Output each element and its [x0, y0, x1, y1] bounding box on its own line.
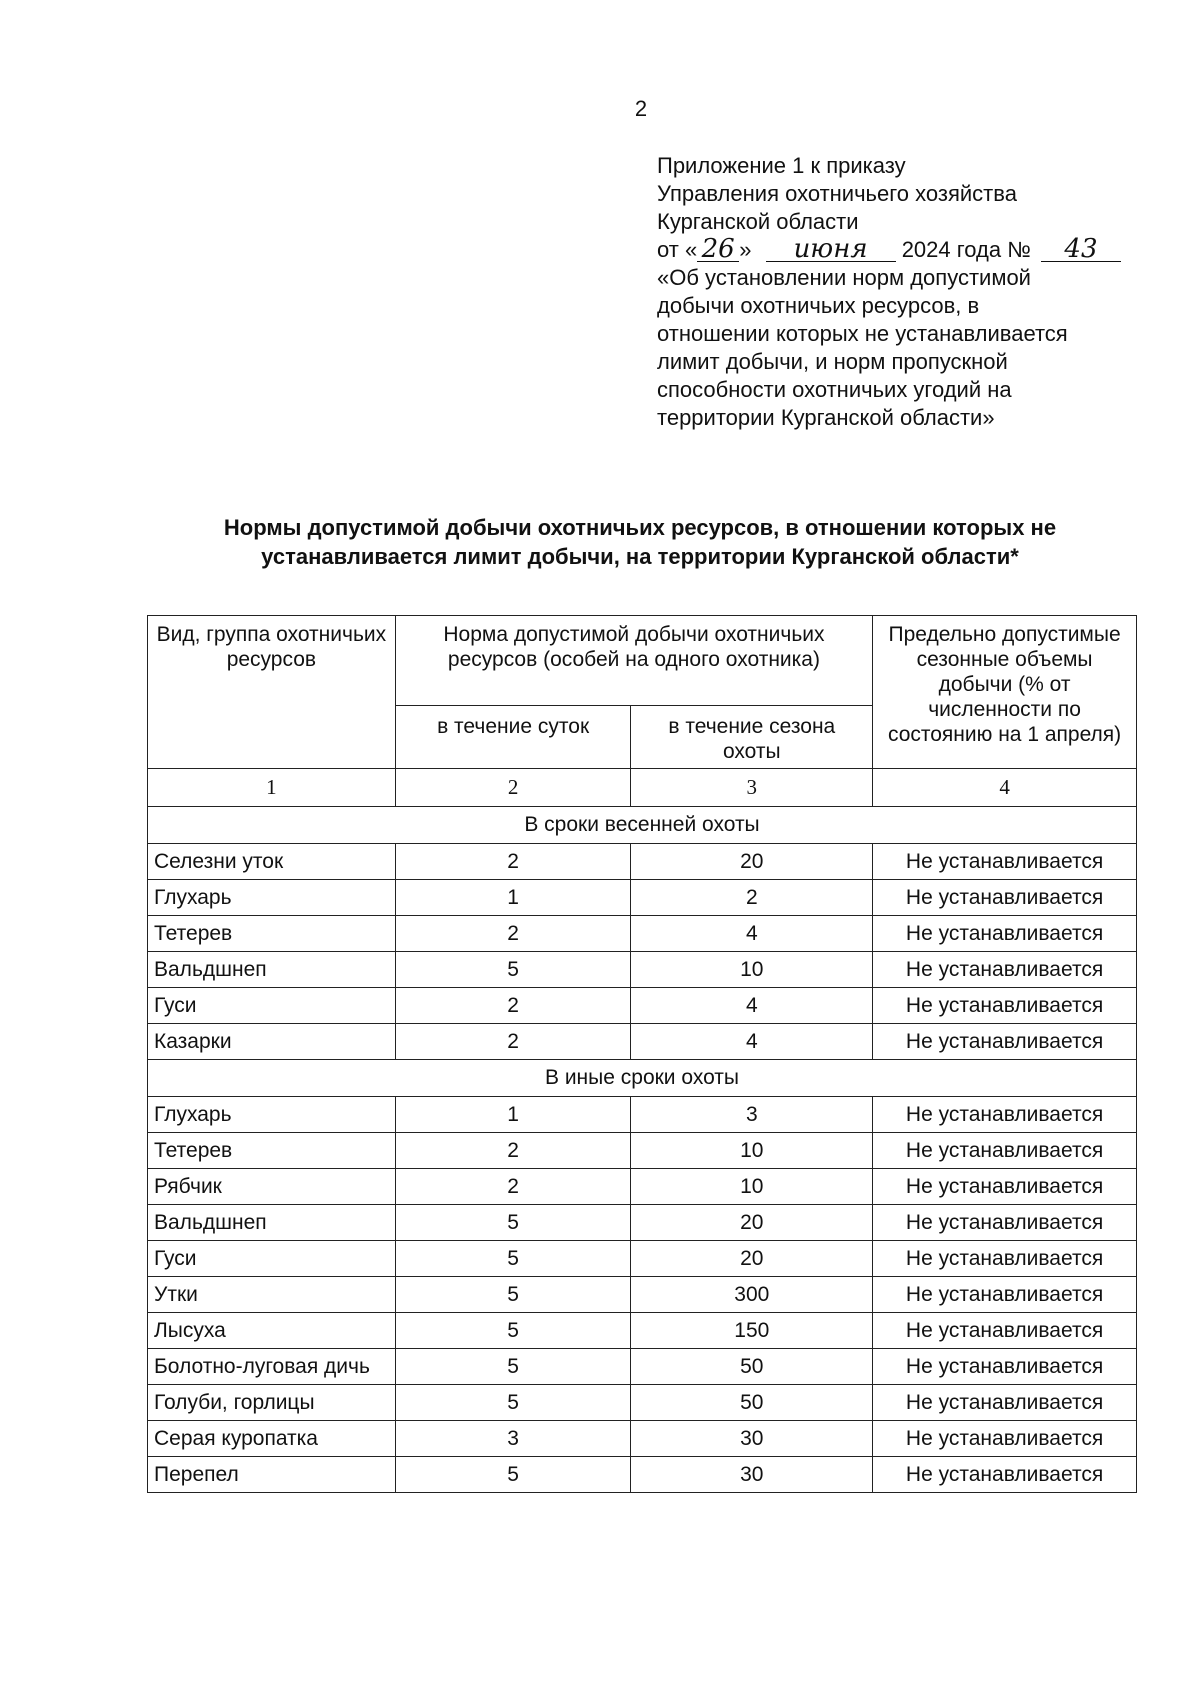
column-index: 3 [631, 769, 873, 807]
table-row [148, 1277, 1137, 1313]
cell-resource: Казарки [148, 1024, 396, 1060]
cell-per-day: 5 [395, 1277, 631, 1313]
appendix-block [657, 152, 1121, 432]
table-row [148, 1349, 1137, 1385]
cell-per-season: 300 [631, 1277, 873, 1313]
table-row [148, 1169, 1137, 1205]
table-row [148, 1205, 1137, 1241]
cell-per-season: 3 [631, 1097, 873, 1133]
cell-limit: Не устанавливается [873, 1169, 1137, 1205]
appendix-date-line [657, 236, 1121, 264]
cell-resource: Глухарь [148, 880, 396, 916]
cell-per-season: 10 [631, 952, 873, 988]
date-mid: » [739, 237, 752, 262]
table-row [148, 988, 1137, 1024]
cell-limit: Не устанавливается [873, 1313, 1137, 1349]
cell-per-season: 50 [631, 1349, 873, 1385]
cell-per-season: 4 [631, 916, 873, 952]
appendix-line: территории Курганской области» [657, 405, 995, 430]
cell-per-day: 5 [395, 1241, 631, 1277]
table-row [148, 952, 1137, 988]
cell-per-season: 50 [631, 1385, 873, 1421]
cell-resource: Перепел [148, 1457, 396, 1493]
cell-per-day: 5 [395, 1313, 631, 1349]
cell-limit: Не устанавливается [873, 988, 1137, 1024]
cell-per-season: 4 [631, 988, 873, 1024]
cell-per-season: 10 [631, 1169, 873, 1205]
cell-per-season: 4 [631, 1024, 873, 1060]
cell-limit: Не устанавливается [873, 1457, 1137, 1493]
cell-per-day: 5 [395, 1205, 631, 1241]
table-row [148, 1421, 1137, 1457]
appendix-line: Курганской области [657, 209, 859, 234]
cell-resource: Лысуха [148, 1313, 396, 1349]
col-header-resource: Вид, группа охотничьих ресурсов [148, 616, 396, 769]
cell-per-day: 3 [395, 1421, 631, 1457]
cell-limit: Не устанавливается [873, 1385, 1137, 1421]
cell-per-day: 1 [395, 880, 631, 916]
cell-resource: Глухарь [148, 1097, 396, 1133]
column-index-row [148, 769, 1137, 807]
cell-resource: Рябчик [148, 1169, 396, 1205]
handwritten-doc-number: 43 [1041, 237, 1121, 262]
cell-limit: Не устанавливается [873, 844, 1137, 880]
cell-per-season: 30 [631, 1457, 873, 1493]
cell-per-day: 2 [395, 1133, 631, 1169]
cell-resource: Голуби, горлицы [148, 1385, 396, 1421]
cell-resource: Тетерев [148, 1133, 396, 1169]
table-row [148, 1385, 1137, 1421]
cell-per-season: 20 [631, 1205, 873, 1241]
cell-per-day: 5 [395, 1385, 631, 1421]
cell-resource: Гуси [148, 1241, 396, 1277]
cell-limit: Не устанавливается [873, 1024, 1137, 1060]
cell-per-day: 1 [395, 1097, 631, 1133]
document-title [140, 513, 1140, 571]
section-row [148, 1060, 1137, 1097]
column-index: 2 [395, 769, 631, 807]
cell-per-season: 30 [631, 1421, 873, 1457]
cell-per-day: 2 [395, 916, 631, 952]
cell-resource: Вальдшнеп [148, 952, 396, 988]
cell-per-season: 20 [631, 1241, 873, 1277]
cell-limit: Не устанавливается [873, 1277, 1137, 1313]
section-row [148, 807, 1137, 844]
cell-per-day: 2 [395, 1169, 631, 1205]
appendix-line: «Об установлении норм допустимой [657, 265, 1031, 290]
table-row [148, 844, 1137, 880]
table-body [148, 807, 1137, 1493]
cell-limit: Не устанавливается [873, 916, 1137, 952]
norms-table [147, 615, 1137, 1493]
date-year: 2024 года № [901, 237, 1031, 262]
column-index: 1 [148, 769, 396, 807]
col-header-norm: Норма допустимой добычи охотничьих ресурсов (особей на одного охотника) [395, 616, 872, 706]
title-line: устанавливается лимит добычи, на территории Курганской области* [261, 544, 1019, 569]
appendix-line: лимит добычи, и норм пропускной [657, 349, 1008, 374]
cell-resource: Селезни уток [148, 844, 396, 880]
column-index: 4 [873, 769, 1137, 807]
cell-limit: Не устанавливается [873, 880, 1137, 916]
cell-per-season: 10 [631, 1133, 873, 1169]
table-row [148, 1457, 1137, 1493]
appendix-line: Приложение 1 к приказу [657, 153, 906, 178]
date-prefix: от « [657, 237, 698, 262]
appendix-line: способности охотничьих угодий на [657, 377, 1012, 402]
cell-resource: Серая куропатка [148, 1421, 396, 1457]
col-header-per-day: в течение суток [395, 706, 631, 769]
table-row [148, 916, 1137, 952]
table-row [148, 1241, 1137, 1277]
handwritten-month: июня [766, 237, 896, 262]
cell-limit: Не устанавливается [873, 1097, 1137, 1133]
cell-limit: Не устанавливается [873, 1421, 1137, 1457]
cell-resource: Тетерев [148, 916, 396, 952]
cell-limit: Не устанавливается [873, 952, 1137, 988]
cell-per-day: 5 [395, 1349, 631, 1385]
cell-resource: Гуси [148, 988, 396, 1024]
cell-resource: Вальдшнеп [148, 1205, 396, 1241]
cell-resource: Болотно-луговая дичь [148, 1349, 396, 1385]
cell-per-season: 20 [631, 844, 873, 880]
cell-limit: Не устанавливается [873, 1205, 1137, 1241]
table-row [148, 1024, 1137, 1060]
appendix-line: Управления охотничьего хозяйства [657, 181, 1017, 206]
cell-per-season: 150 [631, 1313, 873, 1349]
page-number: 2 [634, 96, 648, 121]
table-row [148, 1313, 1137, 1349]
title-line: Нормы допустимой добычи охотничьих ресурсов, в отношении которых не [223, 515, 1057, 540]
table-row [148, 1133, 1137, 1169]
cell-limit: Не устанавливается [873, 1349, 1137, 1385]
cell-per-day: 5 [395, 1457, 631, 1493]
cell-per-season: 2 [631, 880, 873, 916]
appendix-line: добычи охотничьих ресурсов, в [657, 293, 980, 318]
cell-resource: Утки [148, 1277, 396, 1313]
cell-limit: Не устанавливается [873, 1133, 1137, 1169]
cell-limit: Не устанавливается [873, 1241, 1137, 1277]
appendix-line: отношении которых не устанавливается [657, 321, 1068, 346]
cell-per-day: 2 [395, 988, 631, 1024]
cell-per-day: 5 [395, 952, 631, 988]
handwritten-day: 26 [697, 237, 739, 262]
section-title: В сроки весенней охоты [148, 807, 1137, 844]
col-header-per-season: в течение сезона охоты [631, 706, 873, 769]
cell-per-day: 2 [395, 1024, 631, 1060]
col-header-limit: Предельно допустимые сезонные объемы добычи (% от численности по состоянию на 1 апреля) [873, 616, 1137, 769]
table-row [148, 1097, 1137, 1133]
table-row [148, 880, 1137, 916]
cell-per-day: 2 [395, 844, 631, 880]
section-title: В иные сроки охоты [148, 1060, 1137, 1097]
